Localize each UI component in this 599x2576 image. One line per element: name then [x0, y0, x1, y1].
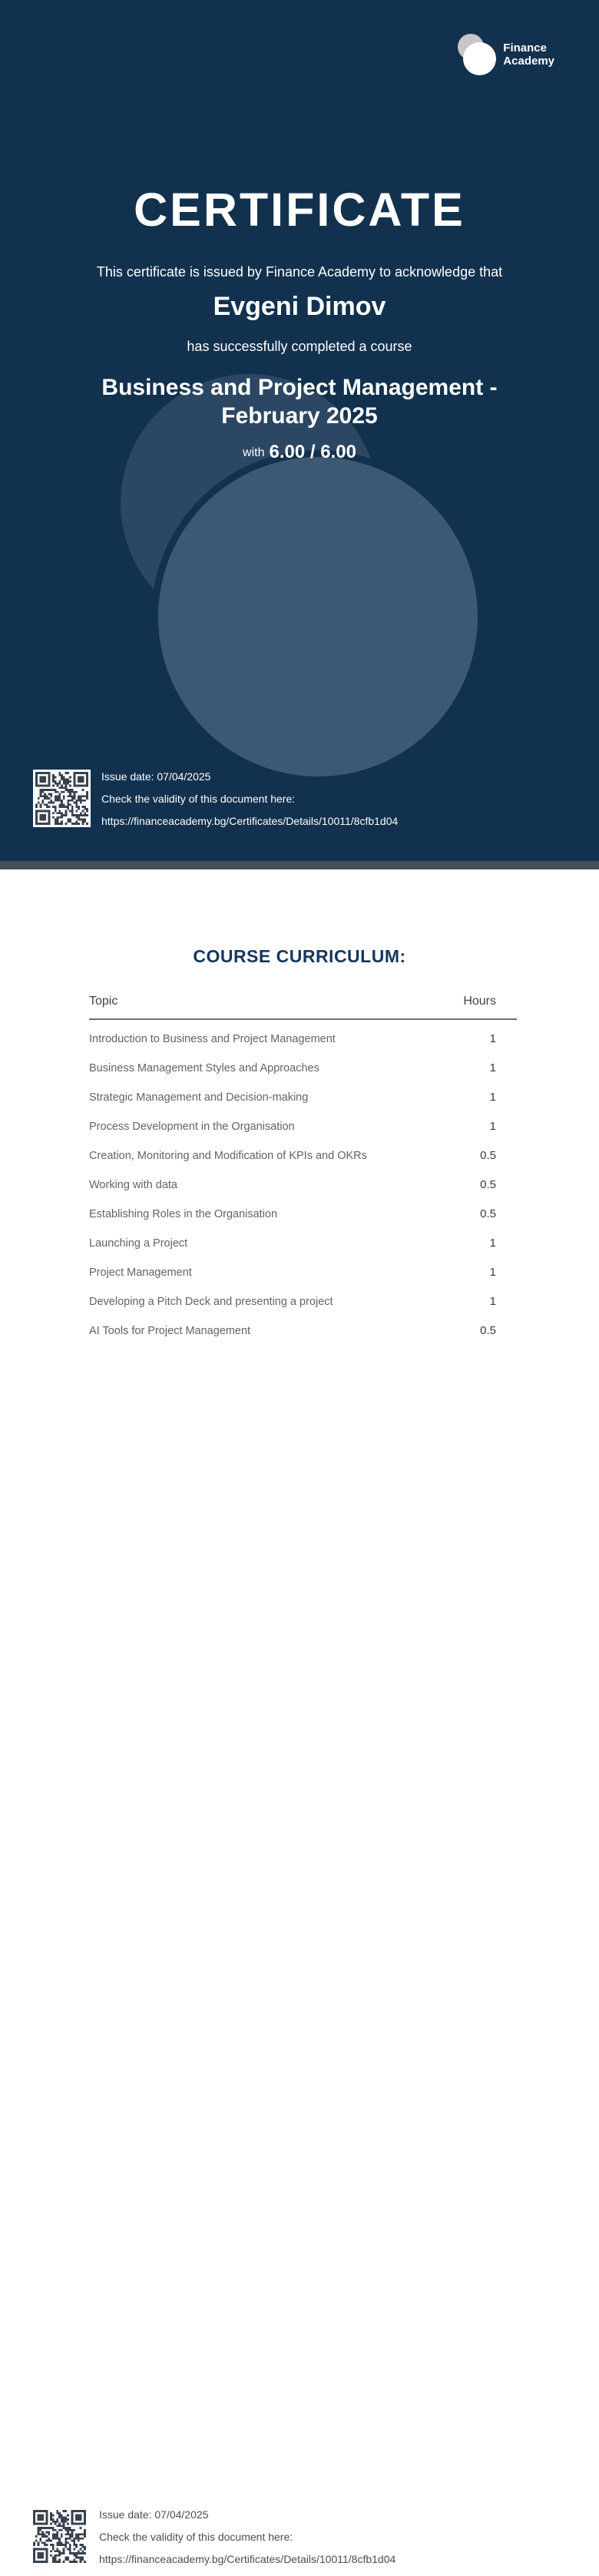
curriculum-table [89, 995, 517, 1346]
finance-academy-logo [458, 34, 554, 75]
topic-cell: Launching a Project [89, 1237, 188, 1250]
curriculum-panel [0, 869, 599, 2565]
table-body [89, 1025, 517, 1346]
topic-cell: AI Tools for Project Management [89, 1325, 251, 1337]
hours-cell: 1 [489, 1266, 496, 1279]
validity-text [101, 770, 398, 838]
watermark-front-circle [151, 450, 485, 783]
score-prefix: with [243, 446, 265, 459]
hours-cell: 1 [489, 1237, 496, 1250]
topic-cell: Establishing Roles in the Organisation [89, 1208, 278, 1220]
hours-cell: 1 [489, 1295, 496, 1308]
issue-date: Issue date: 07/04/2025 [99, 2508, 209, 2521]
topic-cell: Business Management Styles and Approaches [89, 1062, 319, 1074]
hours-cell: 1 [489, 1120, 496, 1133]
score-value: 6.00 / 6.00 [269, 442, 356, 462]
hours-cell: 0.5 [480, 1149, 496, 1162]
logo-circles-icon [458, 34, 498, 75]
column-header-topic: Topic [89, 995, 118, 1008]
recipient-name: Evgeni Dimov [213, 292, 386, 321]
table-row [89, 1170, 517, 1200]
table-row [89, 1316, 517, 1346]
topic-cell: Process Development in the Organisation [89, 1121, 295, 1133]
column-header-hours: Hours [463, 995, 496, 1008]
logo-line-2: Academy [503, 55, 554, 68]
curriculum-heading: COURSE CURRICULUM: [193, 946, 406, 966]
table-row [89, 1112, 517, 1141]
validity-block-top [33, 770, 398, 838]
course-title: Business and Project Management - February 2025 [101, 375, 498, 429]
hours-cell: 0.5 [480, 1178, 496, 1191]
certificate-title: CERTIFICATE [134, 184, 465, 236]
table-row [89, 1200, 517, 1229]
hours-cell: 1 [489, 1091, 496, 1104]
hours-cell: 1 [489, 1061, 496, 1074]
validity-check-label: Check the validity of this document here: [101, 793, 296, 805]
issue-date: Issue date: 07/04/2025 [101, 770, 211, 783]
validity-block-bottom [31, 2508, 395, 2576]
topic-cell: Introduction to Business and Project Management [89, 1033, 336, 1045]
hours-cell: 1 [489, 1032, 496, 1045]
certificate-panel [0, 0, 599, 861]
validity-text [99, 2508, 395, 2576]
table-row [89, 1083, 517, 1112]
hours-cell: 0.5 [480, 1324, 496, 1337]
table-row [89, 1025, 517, 1054]
logo-wordmark [503, 41, 554, 68]
qr-code [31, 2508, 88, 2565]
validity-url: https://financeacademy.bg/Certificates/Details/10011/8cfb1d04 [101, 815, 399, 827]
issued-by-line: This certificate is issued by Finance Academy to acknowledge that [96, 264, 503, 280]
validity-url: https://financeacademy.bg/Certificates/Details/10011/8cfb1d04 [99, 2553, 396, 2565]
topic-cell: Developing a Pitch Deck and presenting a project [89, 1296, 333, 1308]
qr-code [33, 770, 91, 827]
table-row [89, 1258, 517, 1287]
table-row [89, 1141, 517, 1170]
table-header-row [89, 995, 517, 1020]
topic-cell: Project Management [89, 1266, 192, 1279]
hours-cell: 0.5 [480, 1207, 496, 1220]
table-row [89, 1229, 517, 1258]
section-divider [0, 861, 599, 869]
table-row [89, 1287, 517, 1316]
score-line [0, 442, 599, 463]
topic-cell: Strategic Management and Decision-making [89, 1091, 309, 1104]
topic-cell: Working with data [89, 1179, 177, 1191]
topic-cell: Creation, Monitoring and Modification of KPIs and OKRs [89, 1150, 367, 1162]
table-row [89, 1054, 517, 1083]
validity-check-label: Check the validity of this document here: [99, 2531, 293, 2543]
completed-line: has successfully completed a course [187, 339, 412, 354]
logo-line-1: Finance [503, 41, 547, 55]
white-circle-icon [463, 42, 496, 75]
